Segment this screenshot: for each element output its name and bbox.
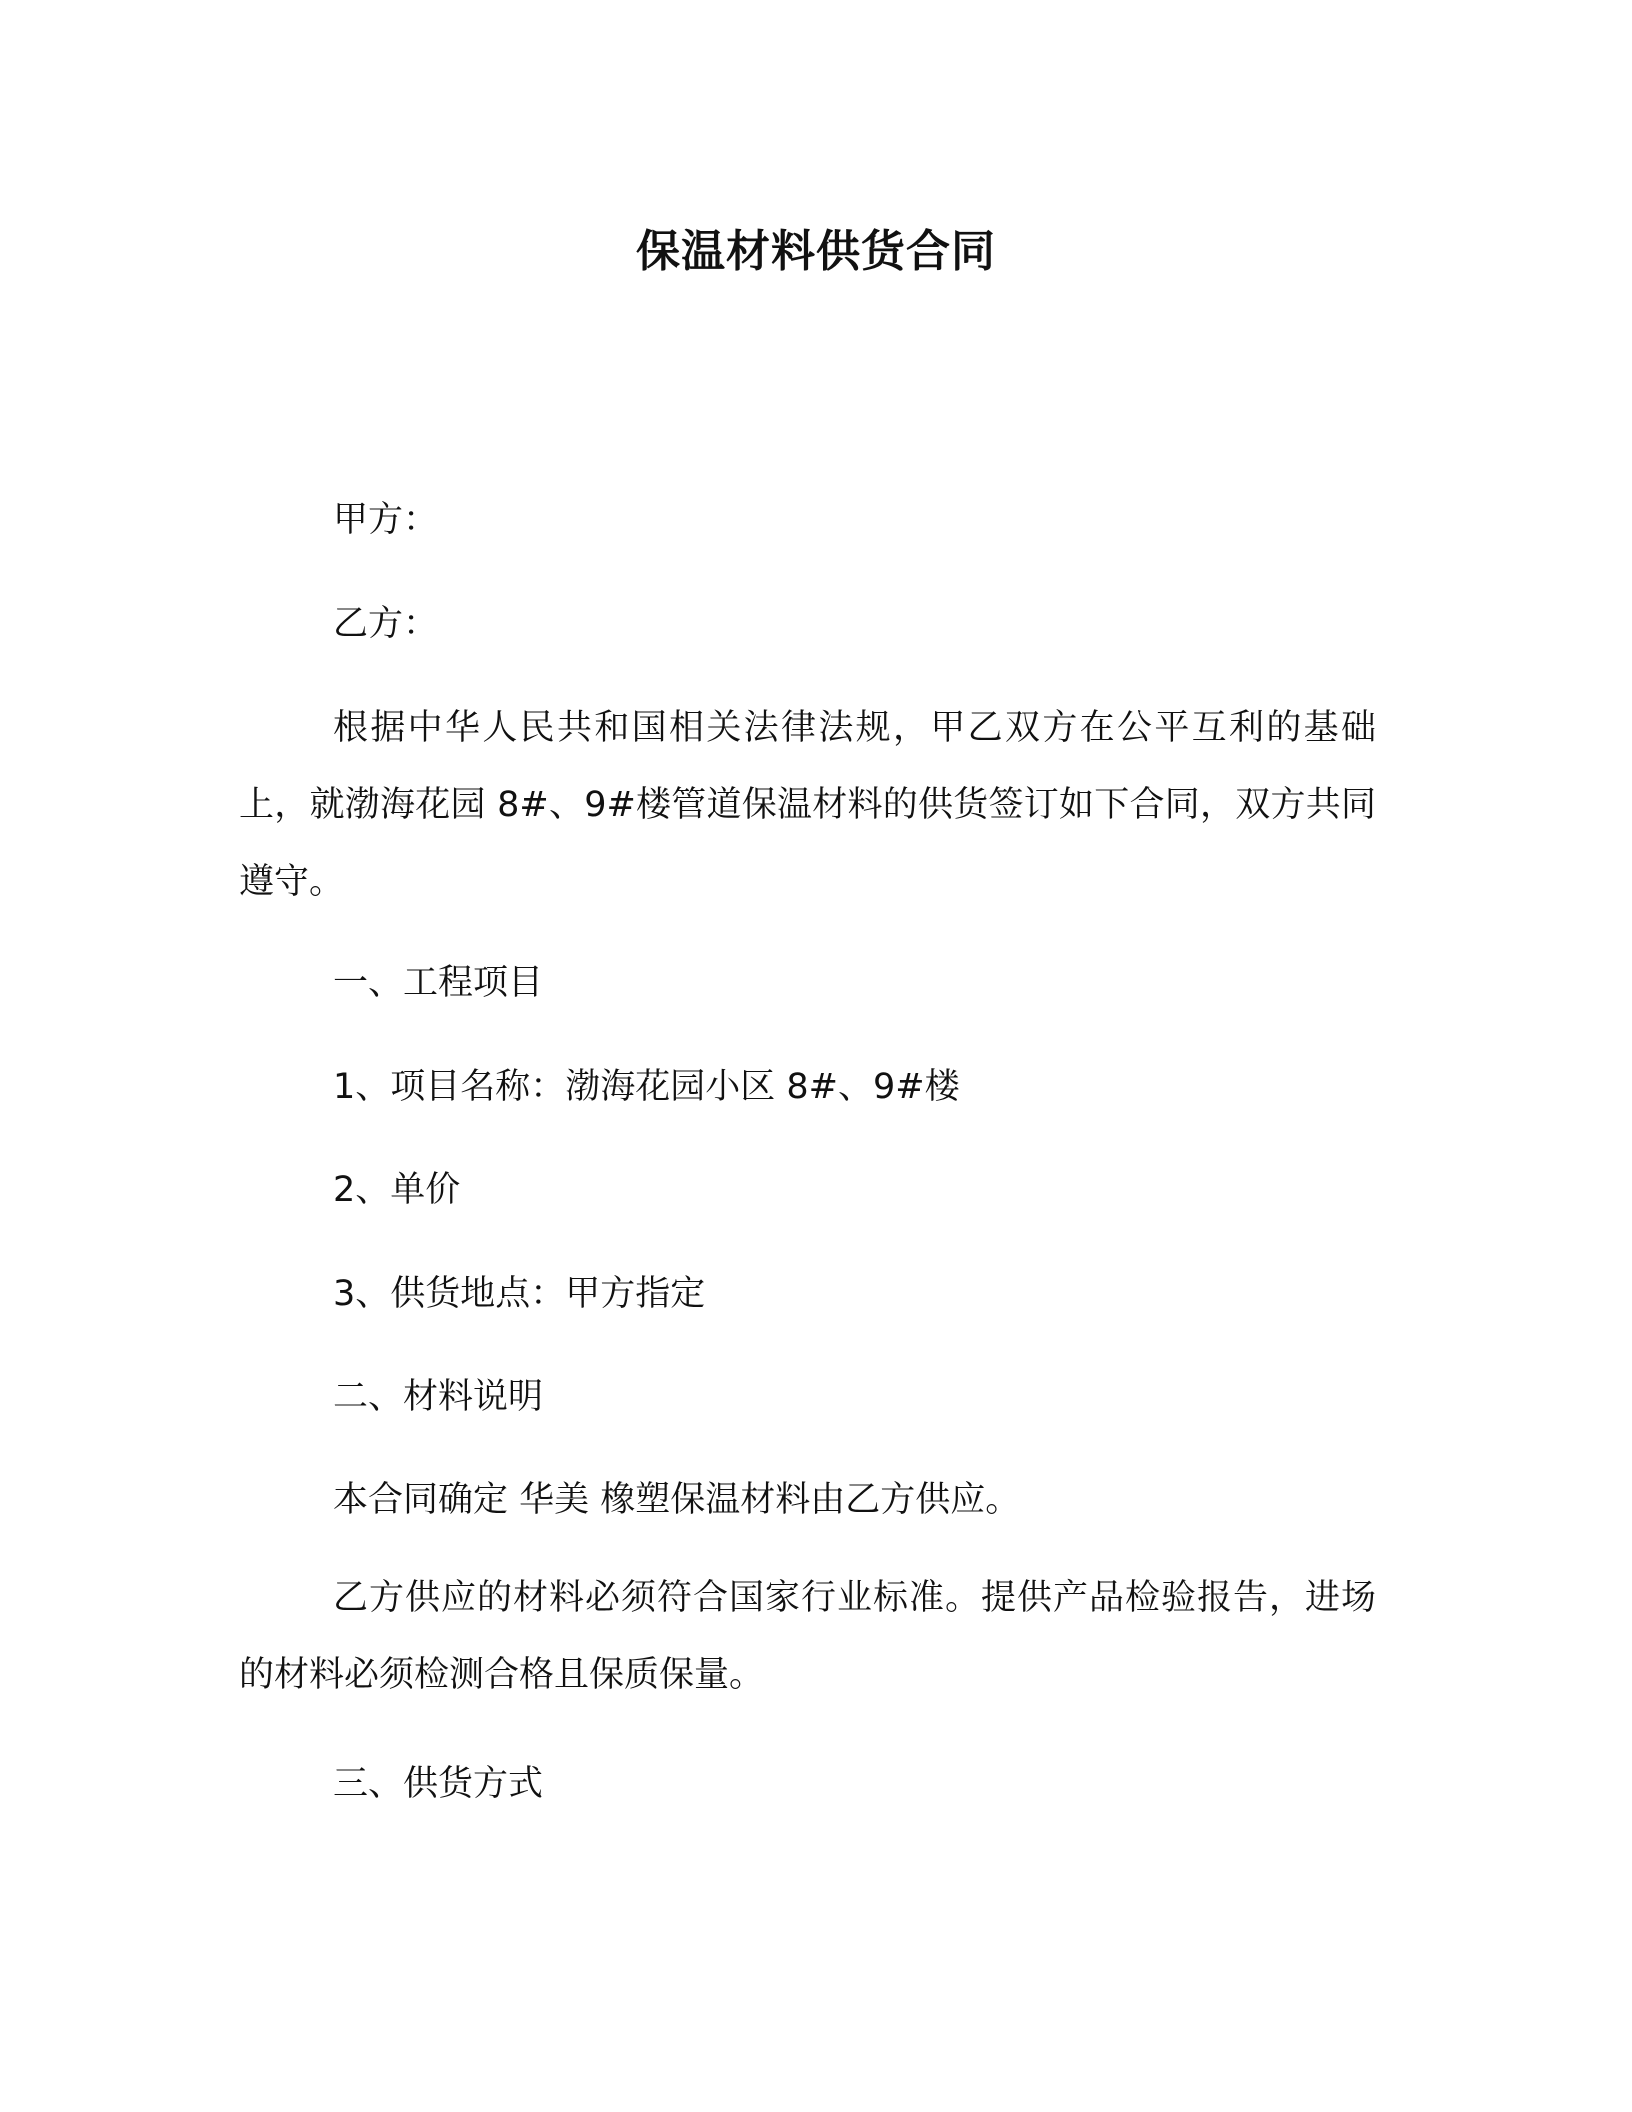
- materials-supplier-paragraph: 本合同确定 华美 橡塑保温材料由乙方供应。: [333, 1480, 1021, 1520]
- delivery-location-item: 3、供货地点：甲方指定: [333, 1274, 706, 1314]
- intro-paragraph: 根据中华人民共和国相关法律法规，甲乙双方在公平互利的基础上，就渤海花园 8#、9#楼管道保温材料的供货签订如下合同，双方共同遵守。: [239, 708, 1376, 902]
- section-heading-materials: 二、材料说明: [333, 1377, 544, 1417]
- unit-price-item: 2、单价: [333, 1170, 461, 1210]
- materials-standard-paragraph: 乙方供应的材料必须符合国家行业标准。提供产品检验报告，进场的材料必须检测合格且保质保量。: [239, 1578, 1376, 1695]
- project-name-item: 1、项目名称：渤海花园小区 8#、9#楼: [333, 1067, 960, 1107]
- section-heading-project: 一、工程项目: [333, 963, 544, 1003]
- document-title: 保温材料供货合同: [636, 226, 996, 277]
- party-a-label: 甲方：: [333, 500, 439, 540]
- party-b-label: 乙方：: [333, 604, 439, 644]
- section-heading-supply-method: 三、供货方式: [333, 1764, 544, 1804]
